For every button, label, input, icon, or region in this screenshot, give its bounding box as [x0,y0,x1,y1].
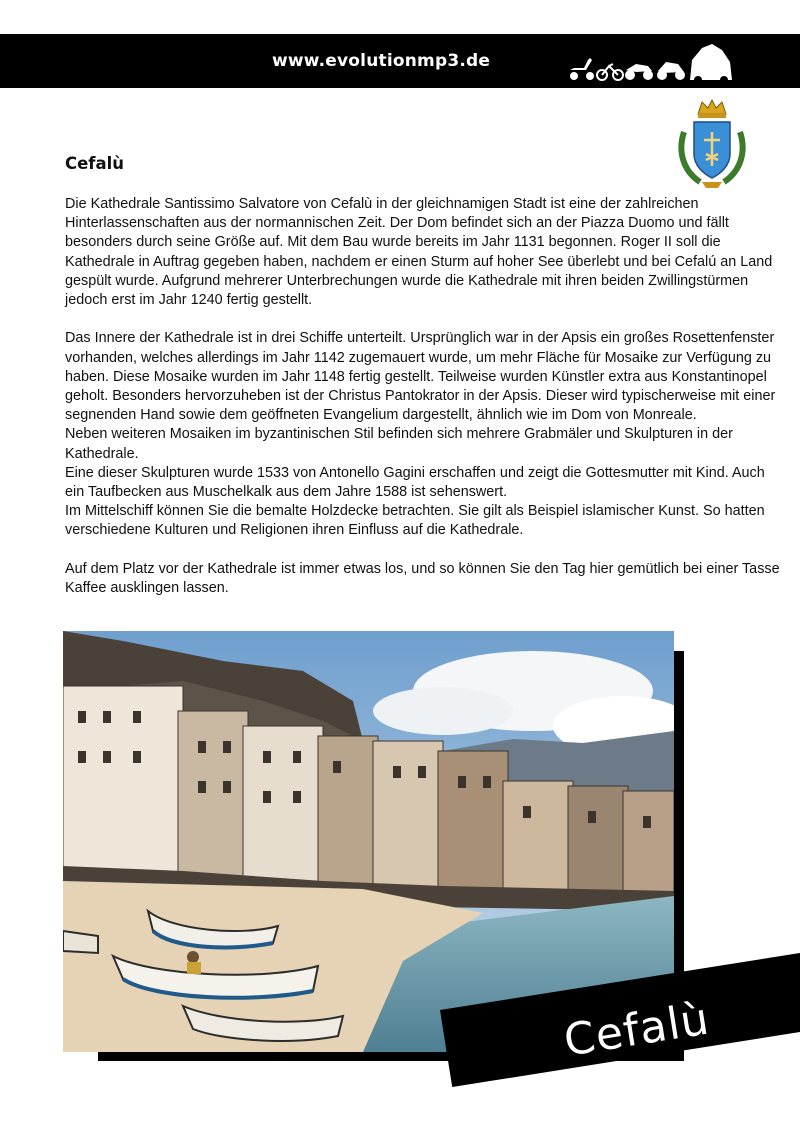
article-body [65,195,780,617]
paragraph: Auf dem Platz vor der Kathedrale ist immer etwas los, und so können Sie den Tag hier gemütlich bei einer Tasse Kaffee ausklingen lassen. [65,560,780,597]
moped-icon [657,62,685,80]
paragraph: Eine dieser Skulpturen wurde 1533 von Antonello Gagini erschaffen und zeigt die Gottesmutter mit Kind. Auch ein Taufbecken aus Muschelkalk aus dem Jahre 1588 ist sehenswert. [65,464,765,501]
bicycle-icon [597,64,623,80]
caption-text: Cefalù [560,993,714,1067]
paragraph: Das Innere der Kathedrale ist in drei Schiffe unterteilt. Ursprünglich war in der Apsis ein großes Rosettenfenster vorhanden, welches allerdings im Jahr 1142 zugemauert wurde, um mehr Fläche für Mosaike zur Verfügung zu haben. Diese Mosaike wurden im Jahr 1148 fertig gestellt. Teilweise wurden Künstler extra aus Konstantinopel geholt. Besonders hervorzuheben ist der Christus Pantokrator in der Apsis. Dieser wird typischerweise mit einer segnenden Hand sowie dem geöffneten Evangelium dargestellt, ähnlich wie im Dom von Monreale. [65,330,776,424]
page-title: Cefalù [65,154,125,173]
header-bar [0,34,800,88]
paragraph: Neben weiteren Mosaiken im byzantinischen Stil befinden sich mehrere Grabmäler und Skulpturen in der Kathedrale. [65,426,733,462]
site-url[interactable]: www.evolutionmp3.de [272,51,491,71]
vehicle-icons [566,40,736,84]
paragraph: Im Mittelschiff können Sie die bemalte Holzdecke betrachten. Sie gilt als Beispiel islamischer Kunst. So hatten verschiedene Kulturen und Religionen ihren Einfluss auf die Kathedrale. [65,503,765,539]
paragraph: Die Kathedrale Santissimo Salvatore von Cefalù in der gleichnamigen Stadt ist eine der zahlreichen Hinterlassenschaften aus der normannischen Zeit. Der Dom befindet sich an der Piazza Duomo und fällt besonders durch seine Größe auf. Mit dem Bau wurde bereits im Jahr 1131 begonnen. Roger II soll die Kathedrale in Auftrag gegeben haben, nachdem er einen Sturm auf hoher See überlebt und bei Cefalú an Land gespült wurde. Aufgrund mehrerer Unterbrechungen wurde die Kathedrale mit ihren beiden Zwillingstürmen jedoch erst im Jahr 1240 fertig gestellt. [65,196,773,309]
scooter-icon [570,58,594,80]
motorcycle-icon [625,64,653,80]
quad-icon [690,44,732,84]
coat-of-arms-icon [676,96,748,192]
